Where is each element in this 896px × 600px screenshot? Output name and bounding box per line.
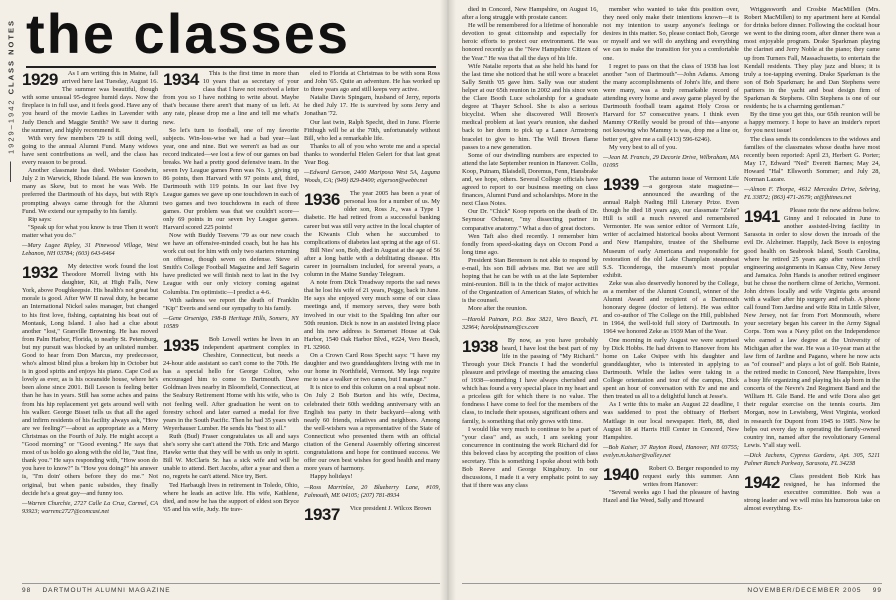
class-entry-1940-cont <box>744 6 880 202</box>
paragraph: With sadness we report the death of Franklin "Kip" Everts and send our sympathy to his family. <box>163 296 299 312</box>
correspondent-signature: —Gene Orsenigo, 198-B Heritage Hills, Somers, NY 10589 <box>163 314 299 330</box>
class-year: 1941 <box>744 207 780 227</box>
footer-rule <box>462 583 882 584</box>
paragraph: My detective work found the lost Theodore Morrell living with his daughter, Kit, at High Falls, New York, above Poughkeepsie. His health's not great but morale is good. After WW II naval duty, he became an International Nickel sales manager, but changed to his first love, fishing, captaining his boat out of Montauk, Long Island. I also had a clue about another "lost," Granville Browning. He has moved from Palm Harbor, Florida, to nearby St. Petersburg, but my pursuit was blocked by an unlisted number. Good to hear from Don Marcus, my predecessor, who's almost blind plus a broken hip in October but is in good spirits and enjoys his piano. Cape Cod as lovely as ever, as is his oceanside house, where he's been alone since 2001. Bill Leeson is feeling better than he has in years. Still has some aches and pains from his hip replacement yet gets around well with his walker. George Bisset tells us that all the aged and infirm residents of his facility always ask, "How are we feeling?"—about as appropriate as a Merry Christmas on the Fourth of July. He might accept a "Good morning" or "Good evening." He says that most of us holdo go along with the old lie, "Just fine, thank you." He says responding with, "How soon do you have to know?" Is "How you doing?" his answer is, "I'm doin' others before they do me." Not original, but when panic subsides, they finally decide he's a great guy—and funny too. <box>22 262 158 497</box>
right-column-2 <box>603 6 739 580</box>
paragraph: It is nice to end this column on a real upbeat note. On July 2 Bob Burton and his wife, Decima, celebrated their 60th wedding anniversary with an English tea party in their backyard—along with nearly 60 friends, relatives and neighbors. Among the well-wishers was a representative of the State of Connecticut who presented them with an official citation of the General Assembly offering sincerest congratulations and hope for continued success. We offer our own best wishes for good health and many more years of harmony. <box>304 384 440 473</box>
left-column-2 <box>163 70 299 580</box>
paragraph: Another classmate has died. Webster Goodwin, July 2 in Warwick, Rhode Island. He was known to many as Skew, but to most he was Web. He preferred the Dartmouth of his days, but with Rip's prompting always came through for the Alumni Fund. We extend our sympathy to his family. <box>22 167 158 215</box>
left-column-3 <box>304 70 440 580</box>
paragraph: With very few members '29 is still doing well, going to the annual Alumni Fund. Many widows have sent contributions as well, and the class has every reason to be proud. <box>22 134 158 167</box>
class-entry-1939 <box>603 175 739 460</box>
class-entry-1934 <box>163 70 299 331</box>
quote: "Speak up for what you know is true Then it won't matter what you do." <box>22 223 158 239</box>
class-year: 1939 <box>603 174 639 194</box>
paragraph: He will be remembered for a lifetime of honorable devotion to great citizenship and especially for heroic efforts to protect our environment. He was honored recently as the "New Hampshire Citizen of the Year." He was that all the days of his life. <box>462 22 598 62</box>
class-year: 1938 <box>462 336 498 356</box>
right-page <box>448 0 896 600</box>
paragraph: President Stan Berenson is not able to respond by e-mail, his son Bill advises me. But we are still hoping that he can be with us at the late September mini-reunion. Bill is in the thick of major activities of the Organization of American States, of which he is the counsel. <box>462 256 598 305</box>
page-number: 99 <box>872 587 882 594</box>
class-entry-1937-cont <box>462 6 598 332</box>
class-entry-1935 <box>163 336 299 514</box>
paragraph: Ted Harbaugh lives in retirement in Toledo, Ohio, where he leads an active life. His wife, Kathlene, died, and now he has the support of eldest son Bryce '65 and his wife, Judy. He trav- <box>163 481 299 513</box>
paragraph: Zeke was also deservedly honored by the College, as a member of the Alumni Council, winner of the Alumni Award and recipient of a Dartmouth honorary degree (doctor of letters). He was editor and co-author of The College on the Hill, published in 1964, the well-told full story of Dartmouth. In 1964 we honored Zeke as 1939 Man of the Year. <box>603 279 739 336</box>
paragraph: Now with Buddy Teevens '79 as our new coach we have an offensive-minded coach, but he has his work cut out for him with only two starters returning on offense, though seven on defense. Steve el Smith's College Football Magazine and Jeff Sagarin have predicted we will finish next to last in the Ivy League with our only victory coming against Columbia. I'm optimistic—I predict a 4-6. <box>163 231 299 296</box>
class-entry-1935-cont <box>304 70 440 185</box>
paragraph: Wriggesworth and Crosbie MacMillen (Mrs. Robert MacMillen) to my apartment here at Kendal for drinks before dinner. Following the cocktail hour we went to the dining room, after dinner there was a most enjoyable program. Drake Sparkman playing the clarinet and Jerry Noble at the piano; they came up from Turners Fall, Massachusetts, to entertain the Kendall residents. They play jazz and blues; it is truly a toe-tapping evening. Drake Sparkman is the son of Bob Sparkman; he and Dan Stephens were partners in the yacht and boat design firm of Sparkman & Stephens. Olin Stephens is one of our residents; he is a charming gentleman." <box>744 6 880 111</box>
correspondent-signature: —Almon F. Thorpe, 4612 Mercedes Drive, Sebring, FL 33872; (863) 471-2679; at@fhtimes.net <box>744 186 880 202</box>
correspondent-signature: —Harold Putnam, P.O. Box 3821, Vero Beach, FL 32964; haroldputnam@cs.com <box>462 315 598 331</box>
paragraph: Our Dr. "Chick" Koop reports on the death of Dr. Seymour Ochsner, "my dissecting partner in comparative anatomy." What a duo of great doctors. <box>462 208 598 232</box>
left-column-1 <box>22 70 158 580</box>
paragraph: Some of our dwindling numbers are expected to attend the late September reunion in Hanover. Collis, Koop, Putnam, Blaisdell, Doremus, Fenn, Hansbrake and, we hope, others. Several College officials have agreed to report to our business meeting on class finances, Alumni Fund and scholarships. More in the next Class Notes. <box>462 151 598 208</box>
class-entry-1938 <box>462 337 598 491</box>
paragraph: Bill Nies' son, Bob, died in August at the age of 56 after a long battle with a debilitating disease. His career in journalism included, for several years, a column in the Maine Sunday Telegram. <box>304 246 440 279</box>
side-tab <box>6 12 18 182</box>
class-year: 1934 <box>163 70 199 89</box>
paragraph: Bob Lowell writes he lives in an independent apartment complex in Cheshire, Connecticut, but needs a 24-hour aide assistant so can't come to the 70th. He has a special hello for George Colton, who encouraged him to come to Dartmouth. Dave Goldman lives nearby in Bloomfield, Connecticut, at the Seabury Retirement Home with his wife, who is not feeling well. After graduation he went on to forestry school and later earned a medal for five years in the South Pacific. Then he had 35 years with Weyerhauser Lumber. He sends his "best to all." <box>163 335 299 432</box>
paragraph: "Several weeks ago I had the pleasure of having Hazel and Ike Weed, Sally and Howard <box>603 489 739 505</box>
paragraph: Happy holidays! <box>310 473 353 481</box>
paragraph: By now, as you have probably heard, I have lost the best part of my life in the passing of "My Richard." Through your Dick Francis I had the wonderful pleasure and privilege of meeting the amazing class of 1938—something I have always cherished and which has found a very special place in my heart and a priceless gift for which there is no value. The fondness I have come to feel for the members of the class, to include their spouses, significant others and family, is something that only grows with time. <box>462 336 598 425</box>
paragraph: Wife Natalie reports that as she held his hand for the last time she noticed that he still wore a bracelet Sally Smith '05 gave him. Sally was our student helper at our 65th reunion in 2002 and his since won the Clare Booth Luce scholarship for a graduate degree at Thayer School. She is also a serious bicyclist. When she discovered Will Brown's medical problem at last year's reunion, she dashed back to her dorm to pick up a Lance Armstrong bracelet to give to him. The Will Brown flame passes to a new generation. <box>462 62 598 151</box>
paragraph: eled to Florida at Christmas to be with sons Ross and John '65. Quite an adventure. He has worked up to three years ago and still keeps very active. <box>304 70 440 94</box>
page-number: 98 <box>22 587 32 594</box>
section-title: the classes <box>26 2 350 65</box>
paragraph: A note from Dick Treadway reports the sad news that he lost his wife of 21 years, Peggy, back in June. He says she enjoyed very much some of our class meetings and, if memory serves, they were both involved in our visit to the Spalding Inn after our 50th reunion. Dick is now in an assisted living place and his new address is Somerset House at Oak Harbor, 1540 Oak Harbor Blvd., #224, Vero Beach, FL 32960. <box>304 279 440 351</box>
class-year: 1937 <box>304 504 340 524</box>
class-year: 1932 <box>22 262 58 282</box>
side-tab-label <box>7 12 16 162</box>
footer-left <box>22 587 171 594</box>
class-year: 1942 <box>744 472 780 492</box>
paragraph: Ruth (Bud) Fraser congratulates us all and says she's sorry she can't attend the 70th. Eric and Margo Hawke write that they will be with us only in spirit. Bill W. McClaris Sr. has a sick wife and will be unable to attend. Bert Jacobs, after a year and then a no, regrets he can't attend. Nice try, Bert. <box>163 432 299 481</box>
paragraph: More after the reunion. <box>468 305 528 313</box>
correspondent-signature: —Warren Churchie, 2727 Calle La Cruz, Carmel, CA 93923; warrenc2727@comcast.net <box>22 499 158 515</box>
class-year: 1929 <box>22 70 58 89</box>
paragraph: Natalie Davis Spingarn, husband of Jerry, reports he died July 17. He is survived by sons Jerry and Jonathan '72. <box>304 94 440 118</box>
class-year: 1936 <box>304 190 340 210</box>
class-entry-1932 <box>22 263 158 516</box>
correspondent-signature: —Edward Gerson, 2400 Mariposa West 5A, Laguna Woods, CA; (949) 829-8400; eigerson@webtv.net <box>304 169 440 185</box>
paragraph: Robert O. Berger responded to my request early this summer. Ann writes from Hanover: <box>642 464 739 488</box>
paragraph: Please note the new address below. Ginny and I relocated in June to another assisted-living facility in Sarasota in order to slow down the inroads of the evil Dr. Alzheimer. Happily, Jack Bove is enjoying good health on Seabrook Island, South Carolina, where he retired 25 years ago after various civil engineering assignments in Kansas City, New Jersey and Jamaica. John Hands is another retired engineer but he chose the northern clime of Jericho, Vermont. John drives locally and wife Virginia gets around with a walker after hip surgery and rehab. A phone call found Tom Jardine and wife Rita in Little Silver, New Jersey, not far from Fort Monmouth, where your secretary began his career in the Army Signal Corps. Tom was a Navy pilot on the Independence who earned a law degree at the University of Michigan after the war. He was a 10-year man at the law firm of Jardine and Pagano, where he now acts as "of counsel" and plays a lot of golf. Bob Rainie, the retired medic in Concord, New Hampshire, lives a busy life organizing and playing his alp horn in the concerts of the Nevre's 2nd Regiment Band and the William H. Gile Band. He and wife Dora also get their regular exercise on the tennis courts. Jim Morgan, now in Lewisberg, West Virginia, worked in research for Dupont from 1945 to 1985. Now he helps out every day in operating the family-owned country inn, named after the revolutionary General Lewis. Y'all stay well. <box>744 207 880 449</box>
paragraph: Vice president J. Wilcox Brown <box>349 504 432 512</box>
paragraph: Our last twin, Ralph Specht, died in June. Florrie Fitthugh will be at the 70th, unfortunately without Bill, who led a remarkable life. <box>304 118 440 142</box>
paragraph: I would like very much to continue to be a part of "your class" and, as such, I am seeking your concurrence in continuing the work Richard did for this beloved class by accepting the position of class secretary. This is something I spoke about with both Bob Reeve and George Kingsbury. In our discussions, I made it a very emphatic point to say that if there was any class <box>462 425 598 490</box>
paragraph: My very best to all of you. <box>609 143 677 151</box>
side-tab-years: 1929–1942 <box>6 98 16 154</box>
right-column-3 <box>744 6 880 580</box>
class-entry-1941 <box>744 207 880 468</box>
paragraph: Class president Bob Kirk has resigned, he has informed the executive committee. Bob was a strong leader and we will miss his humorous take on almost everything. Ex- <box>744 472 880 513</box>
running-foot: NOVEMBER/DECEMBER 2005 <box>747 587 862 594</box>
paragraph: One morning in early August we were surprised by Dick Hobbs. He had driven to Hanover from his home on Lake Osipee with his daughter and granddaughter, who is interested in applying to Dartmouth. While the ladies were taking in a College orientation and tour of the campus, Dick spent an hour of conversation with Ev and me and then treated us all to a delightful lunch at Jesse's. <box>603 336 739 401</box>
side-tab-title: CLASS NOTES <box>6 19 16 95</box>
correspondent-signature: —Mary Lugee Ripley, 31 Pinewood Village, West Lebanon, NH 03784; (603) 643-6464 <box>22 241 158 257</box>
paragraph: As I am writing this in Maine, fall arrived here last Tuesday, August 16. The summer was beautiful, though with some unusual 95-degree humid days. Now the fireplace is in full use, and it feels good. Have any of you heard of the movie Ladies in Lavender with Judy Dench and Maggie Smith? We saw it during the summer, and highly recommend it. <box>22 70 158 134</box>
class-entry-1929 <box>22 70 158 258</box>
paragraph: The year 2005 has been a year of personal loss for a number of us. My older son, Ross Jr., was a Type 1 diabetic. He had retired from a successful banking career but was still very active in the local chapter of the Kiwanis Club when he succumbed to complications of diabetes last spring at the age of 61. <box>304 190 440 246</box>
footer-rule <box>22 583 440 584</box>
paragraph: So let's turn to football, one of my favorite subjects. Win-loss-wise we had a bad year—last year, one and nine. But we weren't as bad as our record indicated—we lost a few of our games on bad breaks. We had a pretty good defensive team. In the seven Ivy League games Penn was No. 1, giving up 86 points, then Harvard with 97 points and, third, Dartmouth with 119 points. In our last five Ivy League games we gave up one touchdown in each of two games and two touchdowns in each of three games. Our problem was that we couldn't score—only 69 points in our seven Ivy League games. Harvard scored 225 points! <box>163 126 299 231</box>
paragraph: The class sends its condolences to the widows and families of the classmates whose deaths have most recently been reported: April 23, Herbert G. Porter; May 17, Edward "Ned" Everett Barnes; May 24, Howard "Hal" Ellsworth Sommer; and July 28, Norman Lazare. <box>744 135 880 183</box>
paragraph: The autumn issue of Vermont Life—a gorgeous state magazine—announced the awarding of the annual Ralph Nading Hill Literary Prize. Even though he died 18 years ago, our classmate "Zeke" Hill is still a much revered and remembered Vermonter. He was senior editor of Vermont Life, writer of acclaimed historical books about Vermont and New Hampshire, trustee of the Shelburne Museum of early Americana and responsible for restoration of the old Lake Champlain steamboat S.S. Ticonderoga, the museum's most popular exhibit. <box>603 174 739 279</box>
paragraph: I regret to pass on that the class of 1938 has lost another "son of Dartmouth"—John Adams. Among the many accomplishments of John's life, and there were many, was a truly remarkable record of attending every home and away game played by the Dartmouth football team against Holy Cross or Harvard for 57 consecutive years. I think even Mammy O'Reilly would be proud of this—anyone not knowing who Mammy is was, drop me a line or, better yet, give me a call (413) 596-6246). <box>603 62 739 143</box>
class-entry-1942 <box>744 473 880 513</box>
paragraph: On a Crown Card Ross Specht says: "I have my daughter and two granddaughters living with me in our home in Northfield, Vermont. My legs require me to use a walker or two canes, but I manage." <box>304 352 440 384</box>
paragraph: Thanks to all of you who wrote me and a special thanks to wonderful Helen Gelert for that last great Year Bog. <box>304 142 440 167</box>
paragraph: This is the first time in more than 10 years that as secretary of your class that I have not received a letter from you so I have nothing to write about. Maybe that's because there aren't that many of us left. At any rate, please drop me a line and tell me what's new. <box>163 70 299 126</box>
title-rule <box>26 66 436 68</box>
class-entry-1937 <box>304 504 440 524</box>
paragraph: member who wanted to take this position over, they need only make their intentions known—it is not my intention to usurp anyone's feelings or desires in this matter. So, please contact Bob, George or myself and we will do anything and everything we can to make the transition for you a comfortable one. <box>603 6 739 62</box>
class-entry-1938-cont <box>603 6 739 170</box>
correspondent-signature: —Bob Kaiser, 37 Rayton Road, Hanover, NH 03755; evelyn.m.kaiser@valley.net <box>603 443 739 459</box>
class-year: 1940 <box>603 464 639 484</box>
paragraph: As I write this to make an August 22 deadline, I was saddened to post the obituary of Herbert Mattlage in our local newspaper. Herb, 88, died August 18 at Harris Hill Center in Concord, New Hampshire. <box>603 401 739 441</box>
paragraph: died in Concord, New Hampshire, on August 16, after a long struggle with prostate cancer. <box>462 6 598 22</box>
running-foot: DARTMOUTH ALUMNI MAGAZINE <box>42 587 171 594</box>
page-gutter <box>440 0 456 600</box>
footer-right <box>747 587 882 594</box>
paragraph: By the time you get this, our 65th reunion will be a happy memory. I hope to have an insider's report for you next issue! <box>744 111 880 135</box>
paragraph: Wen Taft also died recently. I remember him fondly from speed-skating days on Occom Pond a long time ago. <box>462 232 598 256</box>
right-column-1 <box>462 6 598 580</box>
class-year: 1935 <box>163 335 199 355</box>
class-entry-1940 <box>603 465 739 505</box>
class-entry-1936 <box>304 190 440 499</box>
paragraph: Rip says: <box>28 215 52 223</box>
correspondent-signature: —Dick Jachens, Cypress Gardens, Apt. 305, 5211 Palmer Ranch Parkway, Sarasota, FL 34238 <box>744 451 880 467</box>
correspondent-signature: —Jean M. Francis, 29 Decorie Drive, Wilbraham, MA 01095 <box>603 153 739 169</box>
correspondent-signature: —Ross Marrinlee, 20 Blueberry Lane, #109, Falmouth, ME 04105; (207) 781-8934 <box>304 483 440 499</box>
